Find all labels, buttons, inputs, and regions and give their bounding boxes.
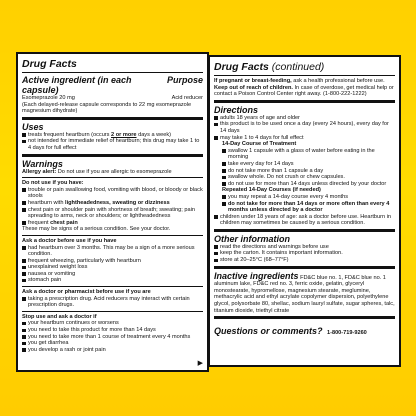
divider: [214, 100, 395, 103]
list-item: heartburn with lightheadedness, sweating or dizziness: [22, 200, 203, 207]
continue-arrow-icon: ▶: [197, 360, 203, 367]
list-item: do not take more than 1 capsule a day: [222, 168, 395, 175]
drug-facts-panel-left: [16, 52, 209, 372]
warnings-heading: Warnings: [22, 158, 63, 169]
list-item: nausea or vomiting: [22, 271, 203, 278]
divider: [22, 72, 203, 73]
list-item: your heartburn continues or worsens: [22, 320, 203, 327]
directions-heading: Directions: [214, 104, 259, 115]
list-item: do not use for more than 14 days unless directed by your doctor: [222, 181, 395, 188]
list-item: frequent wheezing, particularly with heartburn: [22, 258, 203, 265]
active-ingredient-header: [22, 75, 203, 95]
stop-use-list: [22, 320, 203, 353]
list-item: you get diarrhea: [22, 340, 203, 347]
purpose-heading: Purpose: [166, 75, 203, 85]
list-item: keep the carton. It contains important information.: [214, 250, 395, 257]
list-item: not intended for immediate relief of heartburn; this drug may take 1 to 4 days for full effect: [22, 138, 203, 151]
list-item: you need to take this product for more than 14 days: [22, 327, 203, 334]
course-list: [214, 148, 395, 188]
active-ingredient-note: (Each delayed-release capsule corresponds to 22 mg esomeprazole magnesium dihydrate): [22, 101, 192, 115]
divider: [22, 311, 203, 312]
directions-list: [214, 115, 395, 141]
list-item: taking a prescription drug. Acid reducers may interact with certain prescription drugs.: [22, 296, 203, 309]
list-item: unexplained weight loss: [22, 264, 203, 271]
repeat-course-list: [214, 194, 395, 214]
list-item: stomach pain: [22, 277, 203, 284]
list-item: do not take for more than 14 days or more often than every 4 months unless directed by a doctor: [222, 201, 395, 214]
directions-children-list: [214, 214, 395, 227]
list-item: chest pain or shoulder pain with shortness of breath; sweating; pain spreading to arms, neck or shoulders; or lightheadedness: [22, 207, 203, 220]
ask-pharmacist-heading: Ask a doctor or pharmacist before use if you are: [22, 289, 151, 296]
do-not-use-list: [22, 187, 203, 227]
list-item: treats frequent heartburn (occurs 2 or more days a week): [22, 132, 203, 139]
repeat-course-heading: Repeated 14-Day Courses (if needed): [222, 187, 321, 194]
divider: [214, 316, 395, 319]
other-information-list: [214, 244, 395, 264]
divider: [22, 286, 203, 287]
keep-out-of-reach: Keep out of reach of children. In case of overdose, get medical help or contact a Poison Control Center right away. (1-800-222-1222): [214, 84, 394, 98]
allergy-alert: Allergy alert: Do not use if you are allergic to esomeprazole: [22, 168, 172, 175]
questions-line: Questions or comments? 1-800-719-9260: [214, 326, 367, 337]
divider: [22, 177, 203, 178]
active-ingredient-row: [22, 95, 203, 102]
list-item: trouble or pain swallowing food, vomiting with blood, or bloody or black stools: [22, 187, 203, 200]
divider: [22, 235, 203, 236]
list-item: store at 20–25°C (68–77°F): [214, 257, 395, 264]
inactive-ingredients: Inactive ingredients FD&C blue no. 1, FD&C blue no. 1 aluminum lake, FD&C red no. 3, ferric oxide, gelatin, glyceryl monostearate, hypromellose, magnesium stearate, meglumine, methacrylic acid and ethyl acrylate copolymer dispersion, polyethylene glycol, polysorbate 80, shellac, sodium lauryl sulfate, sugar spheres, talc, titanium dioxide, triethyl citrate: [214, 270, 395, 314]
list-item: swallow whole. Do not crush or chew capsules.: [222, 174, 395, 181]
active-ingredient-heading: Active ingredient (in each capsule): [22, 75, 132, 95]
active-ingredient-purpose: Acid reducer: [171, 95, 203, 101]
list-item: swallow 1 capsule with a glass of water before eating in the morning: [222, 148, 395, 161]
ask-doctor-heading: Ask a doctor before use if you have: [22, 237, 117, 244]
uses-heading: Uses: [22, 121, 44, 132]
divider: [214, 266, 395, 269]
divider: [22, 117, 203, 120]
list-item: take every day for 14 days: [222, 161, 395, 168]
drug-facts-panel-right: [208, 55, 401, 367]
list-item: read the directions and warnings before use: [214, 244, 395, 251]
ask-doctor-list: [22, 245, 203, 285]
divider: [214, 229, 395, 232]
list-item: this product is to be used once a day (every 24 hours), every day for 14 days: [214, 121, 395, 134]
list-item: adults 18 years of age and older: [214, 115, 395, 122]
list-item: children under 18 years of age: ask a doctor before use. Heartburn in children may sometimes be caused by a serious condition.: [214, 214, 395, 227]
do-not-use-heading: Do not use if you have:: [22, 180, 84, 187]
course-heading: 14-Day Course of Treatment: [222, 141, 297, 148]
panel-title: Drug Facts (continued): [214, 61, 325, 73]
active-ingredient-name: Esomeprazole 20 mg: [22, 95, 75, 101]
list-item: had heartburn over 3 months. This may be a sign of a more serious condition.: [22, 245, 203, 258]
other-information-heading: Other information: [214, 233, 290, 244]
pregnancy-warning: If pregnant or breast-feeding, ask a health professional before use.: [214, 78, 385, 84]
stop-use-heading: Stop use and ask a doctor if: [22, 313, 97, 320]
list-item: you develop a rash or joint pain: [22, 347, 203, 354]
panel-title: Drug Facts: [22, 58, 77, 70]
divider: [22, 154, 203, 157]
list-item: may take 1 to 4 days for full effect: [214, 135, 395, 142]
list-item: frequent chest pain: [22, 220, 203, 227]
ask-pharmacist-list: [22, 296, 203, 309]
list-item: you may repeat a 14-day course every 4 months: [222, 194, 395, 201]
list-item: you need to take more than 1 course of treatment every 4 months: [22, 334, 203, 341]
uses-list: [22, 132, 203, 152]
divider: [214, 75, 395, 76]
do-not-use-note: These may be signs of a serious condition. See your doctor.: [22, 226, 171, 233]
